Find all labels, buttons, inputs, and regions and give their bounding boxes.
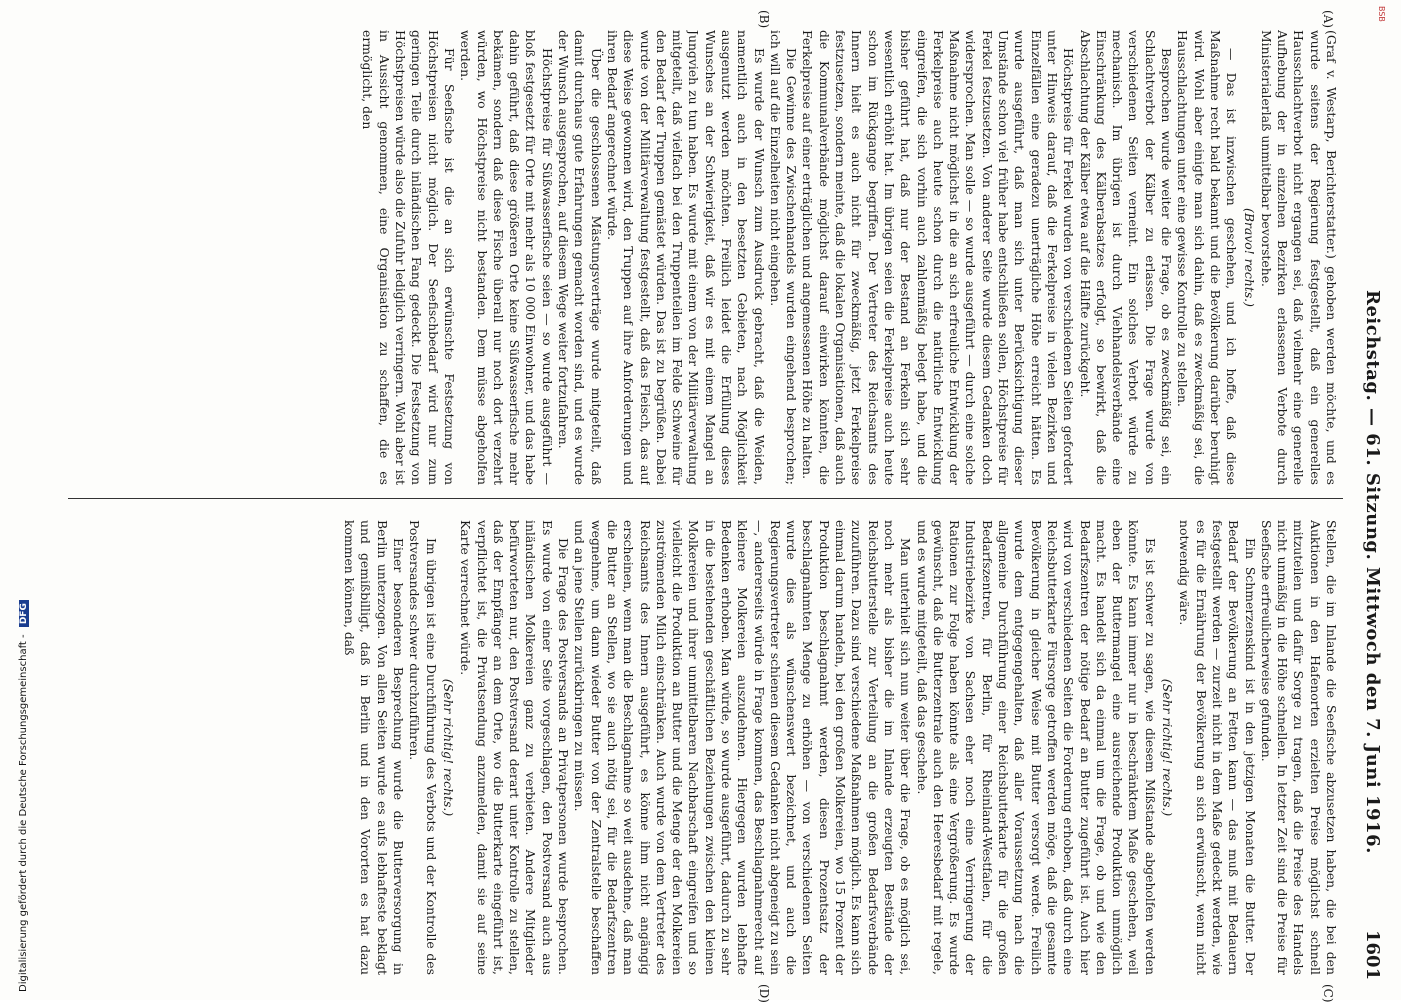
paragraph: (Graf v. Westarp, Berichterstatter.) gehoben werden möchte, und es wurde seitens der Regierung festgestellt, daß ein generelles Hausschlachtverbot nicht ergangen sei, daß vielmehr eine generelle Aufhebung der in einzelnen Bezirken erlassenen Verbote durch Ministerialerlaß unmittelbar bevorstehe. [1258,30,1339,485]
paragraph: Einer besonderen Besprechung wurde die Butterversorgung in Berlin unterzogen. Von allen Seiten wurde es aufs lebhafteste beklagt und gemißbilligt, daß in Berlin und in den Vororten es hat dazu kommen können, daß [342,520,407,975]
interjection: (Sehr richtig! rechts.) [440,678,456,817]
dfg-note-text: Digitalisierung gefördert durch die Deutsche Forschungsgemeinschaft - [18,634,29,992]
paragraph: Es wurde der Wunsch zum Ausdruck gebracht, daß die Weiden, namentlich auch in den besetzten Gebieten, nach Möglichkeit ausgenutzt werden möchten. Freilich leidet die Erfüllung dieses Wunsches an der Schwierigkeit, daß wir es mit einem Mangel an Jungvieh zu tun haben. Es wurde mit einem von der Militärverwaltung mitgeteilt, daß vielfach bei den Truppenteilen im Felde Schweine für den Bedarf der Truppen gemästet würden. Das ist zu begrüßen. Dabei wurde von der Militärverwaltung festgestellt, daß das Fleisch, das auf diese Weise gewonnen wird, den Truppen auf ihre Anforderungen und ihren Bedarf angerechnet würde. [604,30,767,485]
paragraph: Die Frage des Postversands an Privatpersonen wurde besprochen. Es wurde von einer Seite vorgeschlagen, den Postversand auch aus inländischen Molkereien ganz zu verbieten. Andere Mitglieder befürworteten nur, den Postversand derart unter Kontrolle zu stellen, daß der Empfänger an dem Orte, wo die Butterkarte eingeführt ist, verpflichtet ist, die Privatsendung anzumelden, damit sie auf seine Karte verrechnet würde. [458,520,572,975]
page-header [1337,0,1401,1000]
interjection: (Sehr richtig! rechts.) [1160,678,1176,817]
paragraph: Über die geschlossenen Mästungsverträge wurde mitgeteilt, daß damit durchaus gute Erfahrungen gemacht worden sind, und es wurde der Wunsch ausgesprochen, auf diesem Wege weiter fortzufahren. [556,30,604,485]
paragraph: Stellen, die im Inlande die Seefische abzusetzen haben, die bei den Auktionen in den Hafenorten erzielten Preise möglichst schnell mitzuteilen und dafür Sorge zu tragen, daß die Preise des Handels nicht unmäßig in die Höhe schnellen. In letzter Zeit sind die Preise für Seefische erfreulicherweise gefunden. [1258,520,1339,975]
dfg-funding-note [18,600,29,992]
interjection: (Bravo! rechts.) [1241,208,1257,307]
margin-mark-b: (B) [757,10,771,29]
right-column [64,520,1339,975]
paragraph: Im übrigen ist eine Durchführung des Verbots und der Kontrolle des Postversandes schwer durchzuführen. [407,520,439,975]
margin-mark-c: (C) [1321,984,1335,1003]
paragraph: Die Gewinne des Zwischenhandels wurden eingehend besprochen; ich will auf die Einzelheiten nicht eingehen. [767,30,800,485]
page-title: Reichstag. — 61. Sitzung. Mittwoch den 7. Juni 1916. [1362,290,1383,854]
margin-mark-a: (A) [1321,10,1335,29]
page-number: 1601 [1362,930,1383,981]
left-column [64,30,1339,485]
dfg-logo: DFG [19,600,29,627]
paragraph: Höchstpreise für Ferkel wurden von verschiedenen Seiten gefordert unter Hinweis darauf, daß die Ferkelpreise in vielen Bezirken und Einzelfällen eine geradezu unerträgliche Höhe erreicht hätten. Es wurde ausgeführt, daß man sich unter Berücksichtigung dieser Umstände schon viel früher habe entschließen sollen, Höchstpreise für Ferkel festzusetzen. Von anderer Seite wurde diesem Gedanken doch widersprochen. Man solle — so wurde ausgeführt — durch eine solche Maßnahme nicht möglichst in die an sich erfreuliche Entwicklung der Ferkelpreise auch heute schon durch die natürliche Entwicklung eingreifen, die sich vorhin auch zahlenmäßig belegt habe, und die bisher geführt hat, daß nur der Bestand an Ferkeln sich sehr wesentlich erhöht hat. Im übrigen seien die Ferkelpreise auch heute schon im Rückgange begriffen. Der Vertreter des Reichsamts des Innern hielt es auch nicht für zweckmäßig, jetzt Ferkelpreise festzusetzen, sondern meinte, daß die lokalen Organisationen, daß auch die Kommunalverbände möglichst darauf einwirken könnten, die Ferkelpreise auf einer erträglichen und angemessenen Höhe zu halten. [800,30,1077,485]
paragraph: Man unterhielt sich nun weiter über die Frage, ob es möglich sei, noch mehr als bisher die im Inlande erzeugten Bestände der Reichsbutterstelle zur Verteilung an die großen Bedarfsverbände zuzuführen. Dazu sind verschiedene Maßnahmen möglich. Es kann sich einmal darum handeln, bei den großen Molkereien, wo 15 Prozent der Produktion beschlagnahmt werden, diesen Prozentsatz der beschlagnahmten Menge zu erhöhen — von verschiedenen Seiten wurde dies als wünschenswert bezeichnet, und auch die Regierungsvertreter schienen diesem Gedanken nicht abgeneigt zu sein —, andererseits würde in Frage kommen, das Beschlagnahmerecht auf kleinere Molkereien auszudehnen. Hiergegen wurden lebhafte Bedenken erhoben. Man würde, so wurde ausgeführt, dadurch zu sehr in die bestehenden geschäftlichen Beziehungen zwischen den kleinen Molkereien und ihrer unmittelbaren Nachbarschaft eingreifen und so vielleicht die Produktion an Butter und die Menge der den Molkereien zuströmenden Milch einschränken. Auch wurde von dem Vertreter des Reichsamts des Innern ausgeführt, es könne ihm nicht angängig erscheinen, wenn man die Beschlagnahme so weit ausdehne, daß man die Butter an Stellen, wo sie auch nötig sei, für die Bedarfszentren wegnehme, um dann wieder Butter von der Zentralstelle beschaffen und an jene Stellen zurückbringen zu müssen. [572,520,914,975]
paragraph: Besprochen wurde weiter die Frage, ob es zweckmäßig sei, ein Schlachtverbot der Kälber zu erlassen. Die Frage wurde von verschiedenen Seiten verneint. Ein solches Verbot würde zu mechanisch. Im übrigen ist durch Viehhandelsverbände eine Einschränkung des Kälberabsatzes erfolgt, so bewirkt, daß die Abschlachtung der Kälber etwa auf die Hälfte zurückgeht. [1077,30,1175,485]
paragraph: — Das ist inzwischen geschehen, und ich hoffe, daß diese Maßnahme recht bald bekannt und die Bevölkerung darüber beruhigt wird. Wohl aber einigte man sich dahin, daß es zweckmäßig sei, die Hausschlachtungen unter eine gewisse Kontrolle zu stellen. [1175,30,1240,485]
bsb-label: BSB [1377,6,1386,22]
paragraph: Für Seefische ist die an sich erwünschte Festsetzung von Höchstpreisen nicht möglich. Der Seefischbedarf wird nur zum geringen Teile durch inländischen Fang gedeckt. Die Festsetzung von Höchstpreisen würde also die Zufuhr lediglich verringern. Wohl aber ist in Aussicht genommen, eine Organisation zu schaffen, die es ermöglicht, den [360,30,457,485]
paragraph: Höchstpreise für Süßwasserfische seien — so wurde ausgeführt — bloß festgesetzt für Orte mit mehr als 10 000 Einwohner, und das habe dahin geführt, daß diese größeren Orte keine Süßwasserfische mehr bekämen, sondern daß diese Fische überall nur noch dort verzehrt würden, wo Höchstpreise nicht bestanden. Dem müsse abgeholfen werden. [458,30,555,485]
paragraph: Ein Schmerzenskind ist in den jetzigen Monaten die Butter. Der Bedarf der Bevölkerung an Fetten kann — das muß mit Bedauern festgestellt werden — zurzeit nicht in dem Maße gedeckt werden, wie es für die Ernährung der Bevölkerung an sich erwünscht, wenn nicht notwendig wäre. [1177,520,1258,975]
margin-mark-d: (D) [757,984,771,1003]
column-divider [68,498,1343,499]
paragraph: Es ist schwer zu sagen, wie diesem Mißstande abgeholfen werden könnte. Es kann immer nur in beschränktem Maße geschehen, weil eben der Buttermangel eine ausreichende Produktion unmöglich macht. Es handelt sich da einmal um die Frage, ob und wie den Bedarfszentren der nötige Bedarf an Butter zugeführt ist. Auch hier wird von verschiedenen Seiten die Forderung erhoben, daß durch eine Reichsbutterkarte Fürsorge getroffen werden möge, daß die gesamte Bevölkerung in gleicher Weise mit Butter versorgt werde. Freilich wurde dem entgegengehalten, daß aller Voraussetzung nach die allgemeine Durchführung einer Reichsbutterkarte für die großen Bedarfszentren, für Berlin, für Rheinland-Westfalen, für die Industriebezirke von Sachsen eher noch eine Verringerung der Rationen zur Folge haben könnte als eine Vergrößerung. Es wurde gewünscht, daß die Butterzentrale auch den Heeresbedarf mit regele, und es wurde mitgeteilt, daß das geschehe. [914,520,1158,975]
